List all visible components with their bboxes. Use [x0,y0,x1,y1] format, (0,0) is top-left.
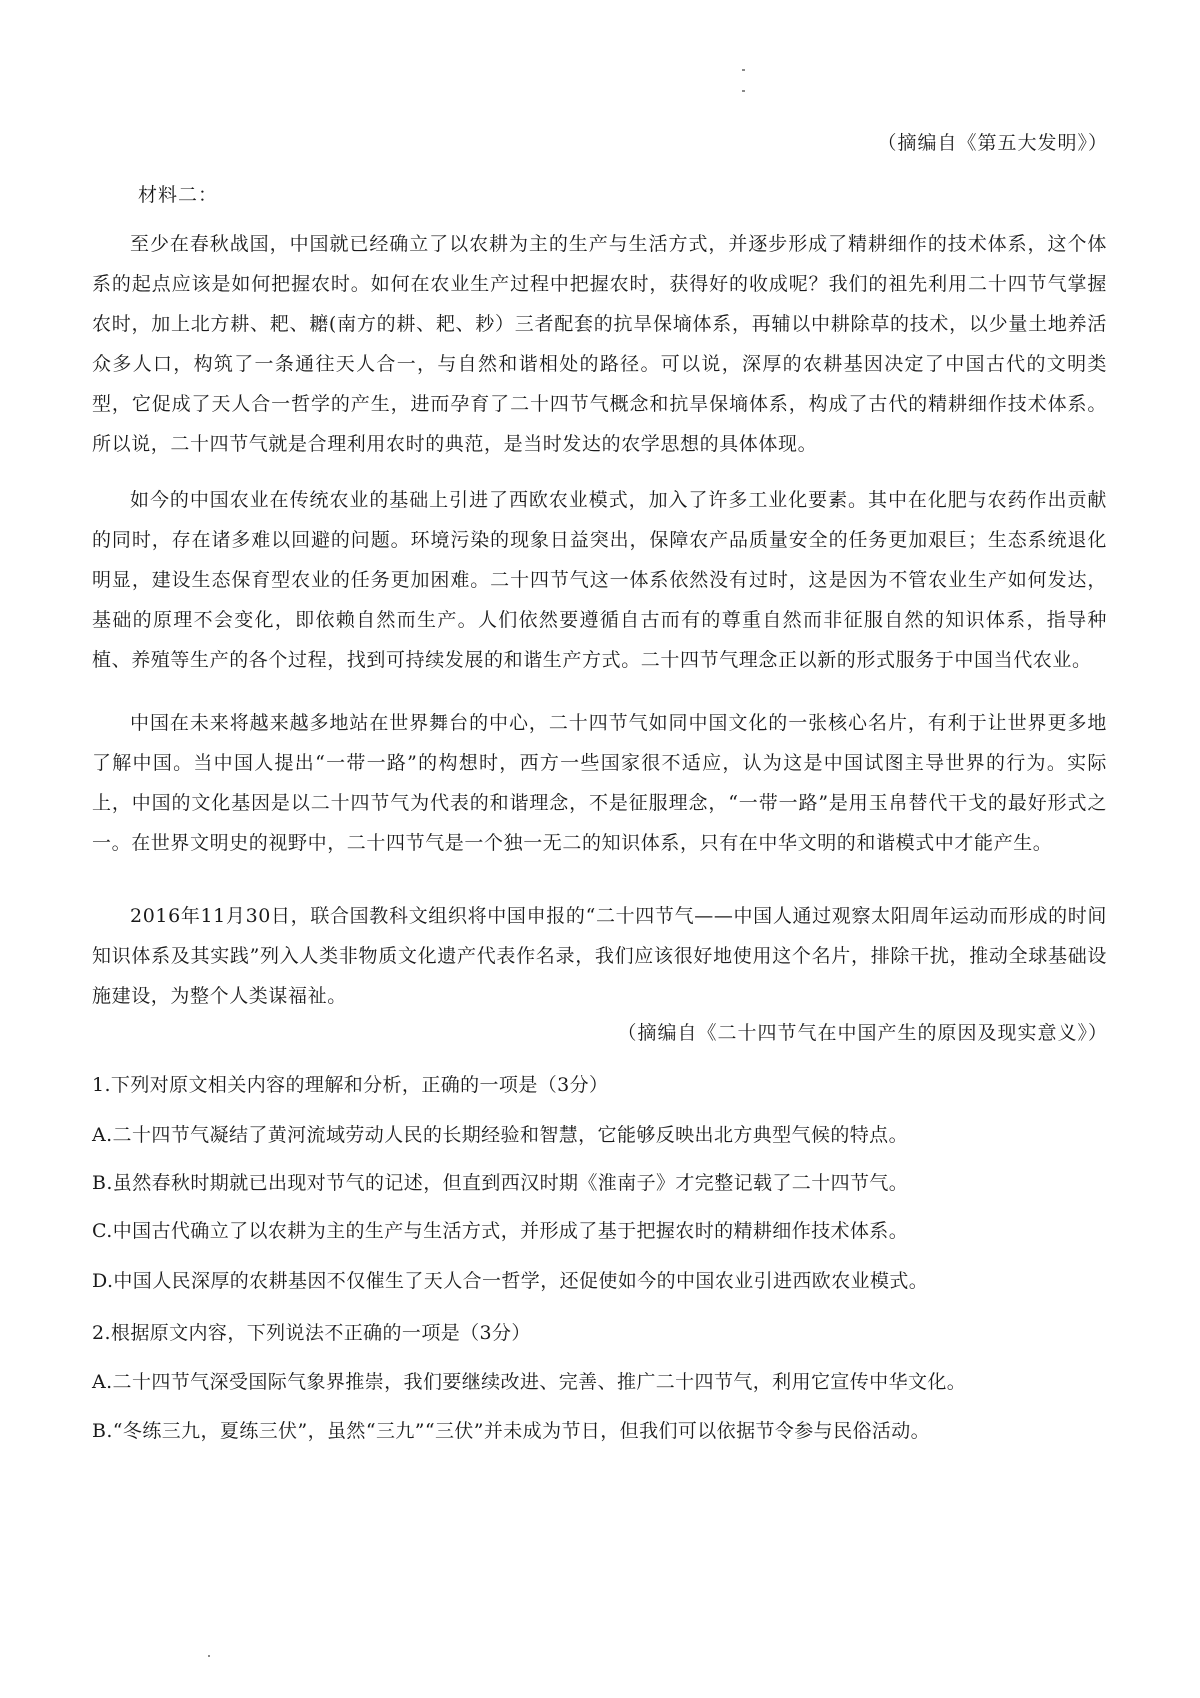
question-1-option-d: D.中国人民深厚的农耕基因不仅催生了天人合一哲学，还促使如今的中国农业引进西欧农业模式。 [92,1270,929,1292]
paragraph-3: 中国在未来将越来越多地站在世界舞台的中心，二十四节气如同中国文化的一张核心名片，有利于让世界更多地了解中国。当中国人提出“一带一路”的构想时，西方一些国家很不适应，认为这是中国试图主导世界的行为。实际上，中国的文化基因是以二十四节气为代表的和谐理念，不是征服理念，“一带一路”是用玉帛替代干戈的最好形式之一。在世界文明史的视野中，二十四节气是一个独一无二的知识体系，只有在中华文明的和谐模式中才能产生。 [92,712,1107,854]
material-heading: 材料二： [138,184,219,206]
question-1-option-a: A.二十四节气凝结了黄河流域劳动人民的长期经验和智慧，它能够反映出北方典型气候的特点。 [92,1124,908,1146]
source-citation-top: （摘编自《第五大发明》） [877,132,1108,154]
paragraph-2: 如今的中国农业在传统农业的基础上引进了西欧农业模式，加入了许多工业化要素。其中在化肥与农药作出贡献的同时，存在诸多难以回避的问题。环境污染的现象日益突出，保障农产品质量安全的任务更加艰巨；生态系统退化明显，建设生态保育型农业的任务更加困难。二十四节气这一体系依然没有过时，这是因为不管农业生产如何发达，基础的原理不会变化，即依赖自然而生产。人们依然要遵循自古而有的尊重自然而非征服自然的知识体系，指导种植、养殖等生产的各个过程，找到可持续发展的和谐生产方式。二十四节气理念正以新的形式服务于中国当代农业。 [92,489,1107,671]
scan-mark [742,90,745,92]
question-1-option-b: B.虽然春秋时期就已出现对节气的记述，但直到西汉时期《淮南子》才完整记载了二十四节气。 [92,1172,909,1194]
scan-mark [742,69,745,71]
source-citation-bottom: （摘编自《二十四节气在中国产生的原因及现实意义》） [617,1022,1108,1044]
scan-mark [208,1655,210,1657]
paragraph-4: 2016年11月30日，联合国教科文组织将中国申报的“二十四节气——中国人通过观察太阳周年运动而形成的时间知识体系及其实践”列入人类非物质文化遗产代表作名录，我们应该很好地使用这个名片，排除干扰，推动全球基础设施建设，为整个人类谋福祉。 [92,905,1107,1007]
question-2-option-b: B.“冬练三九，夏练三伏”，虽然“三九”“三伏”并未成为节日，但我们可以依据节令参与民俗活动。 [92,1420,931,1442]
question-1-stem: 1.下列对原文相关内容的理解和分析，正确的一项是（3分） [92,1074,609,1096]
paragraph-1: 至少在春秋战国，中国就已经确立了以农耕为主的生产与生活方式，并逐步形成了精耕细作的技术体系，这个体系的起点应该是如何把握农时。如何在农业生产过程中把握农时，获得好的收成呢？我们的祖先利用二十四节气掌握农时，加上北方耕、耙、耱(南方的耕、耙、耖）三者配套的抗旱保墒体系，再辅以中耕除草的技术，以少量土地养活众多人口，构筑了一条通往天人合一，与自然和谐相处的路径。可以说，深厚的农耕基因决定了中国古代的文明类型，它促成了天人合一哲学的产生，进而孕育了二十四节气概念和抗旱保墒体系，构成了古代的精耕细作技术体系。所以说，二十四节气就是合理利用农时的典范，是当时发达的农学思想的具体体现。 [92,233,1107,455]
question-1-option-c: C.中国古代确立了以农耕为主的生产与生活方式，并形成了基于把握农时的精耕细作技术体系。 [92,1220,909,1242]
question-2-option-a: A.二十四节气深受国际气象界推崇，我们要继续改进、完善、推广二十四节气，利用它宣传中华文化。 [92,1371,967,1393]
question-2-stem: 2.根据原文内容，下列说法不正确的一项是（3分） [92,1322,531,1344]
